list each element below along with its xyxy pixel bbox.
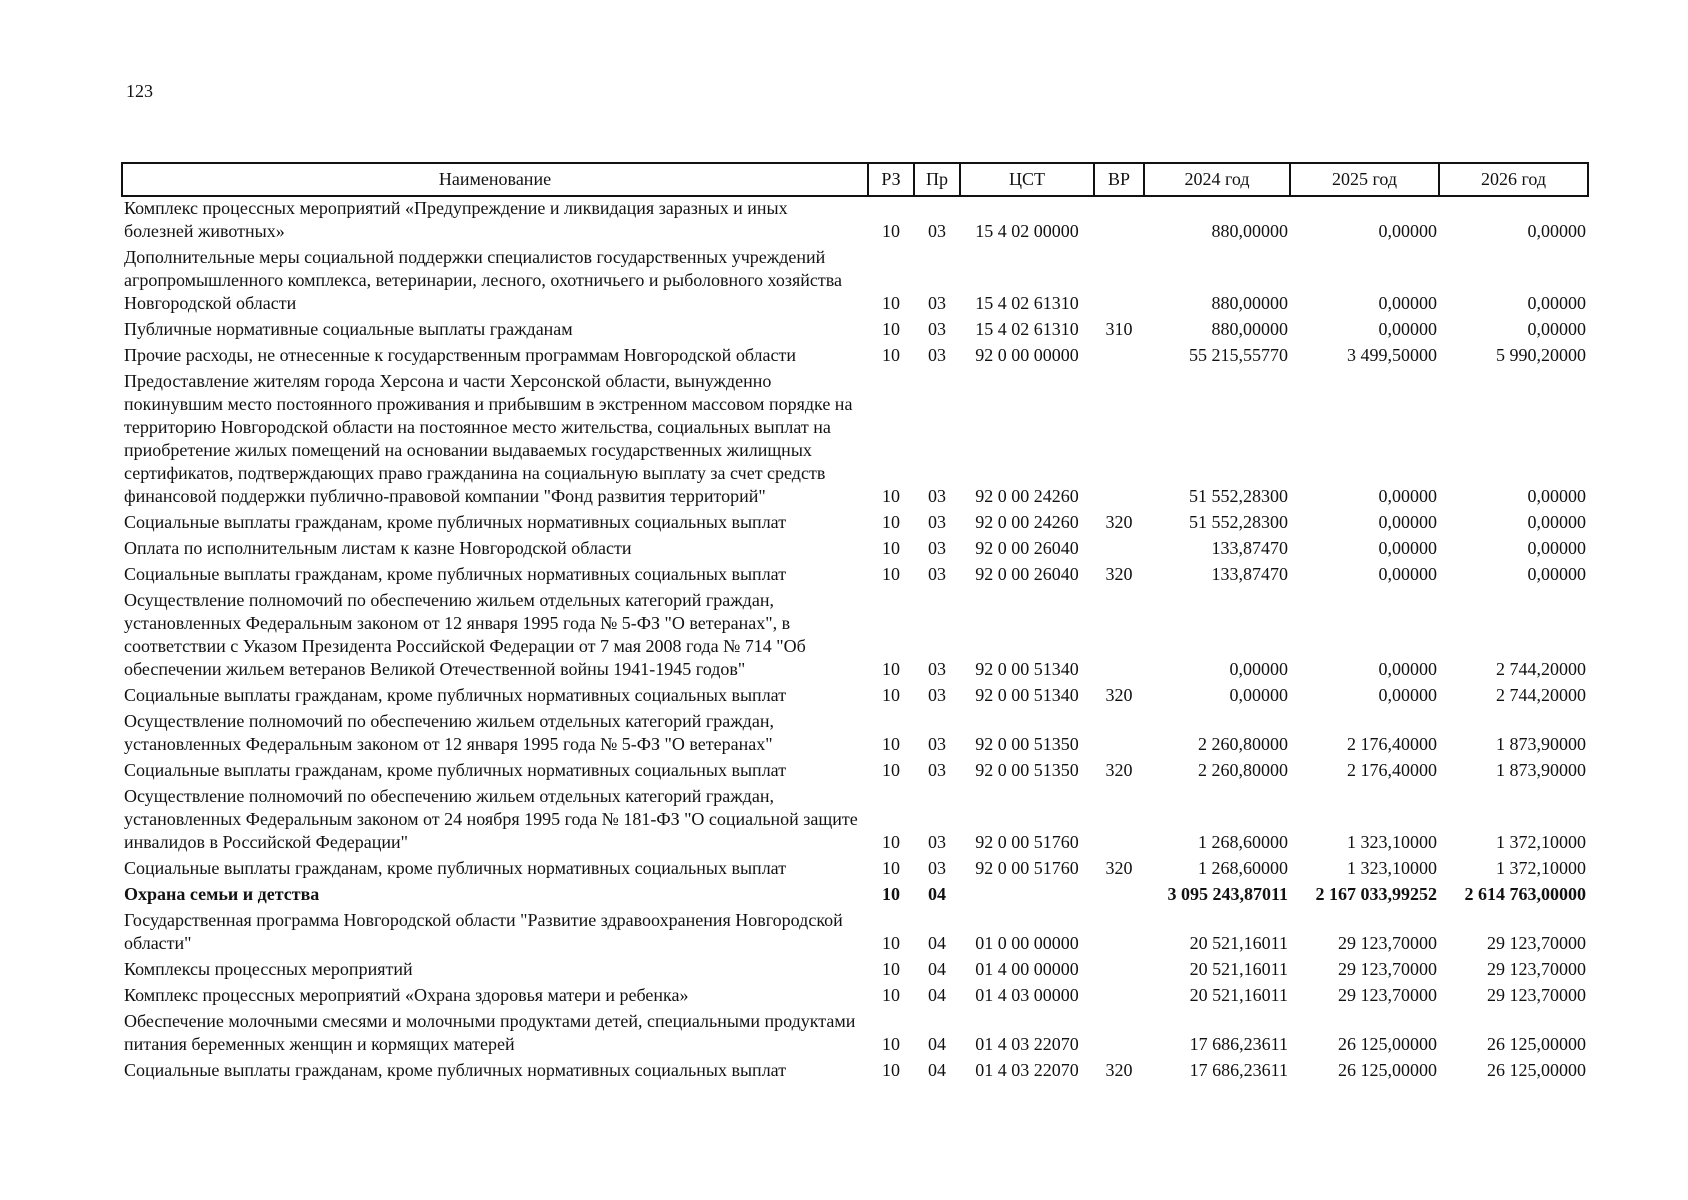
cell-2025: 1 323,10000 xyxy=(1347,858,1437,878)
cell-2026: 0,00000 xyxy=(1527,319,1586,339)
cell-rz: 10 xyxy=(882,512,900,532)
cell-2026: 26 125,00000 xyxy=(1487,1060,1586,1080)
cell-pr: 03 xyxy=(928,221,946,241)
cell-pr: 04 xyxy=(928,884,946,904)
cell-rz: 10 xyxy=(882,760,900,780)
cell-2025: 0,00000 xyxy=(1378,293,1437,313)
cell-rz: 10 xyxy=(882,1060,900,1080)
cell-rz: 10 xyxy=(882,319,900,339)
cell-2024: 880,00000 xyxy=(1211,221,1288,241)
cell-2026: 0,00000 xyxy=(1527,293,1586,313)
cell-2024: 133,87470 xyxy=(1211,538,1288,558)
cell-vr xyxy=(1094,370,1144,511)
cell-vr xyxy=(1094,958,1144,984)
cell-name: Социальные выплаты гражданам, кроме публичных нормативных социальных выплат xyxy=(124,564,787,584)
cell-name: Социальные выплаты гражданам, кроме публичных нормативных социальных выплат xyxy=(124,685,787,705)
cell-2024: 1 268,60000 xyxy=(1198,858,1288,878)
cell-name: Осуществление полномочий по обеспечению жильем отдельных категорий граждан, установленных Федеральным законом от 12 января 1995 года № 5-ФЗ "О ветеранах" xyxy=(124,711,774,754)
cell-2026: 0,00000 xyxy=(1527,538,1586,558)
cell-cst: 92 0 00 24260 xyxy=(975,512,1079,532)
header-2025: 2025 год xyxy=(1290,163,1439,196)
cell-rz: 10 xyxy=(882,985,900,1005)
cell-vr xyxy=(1094,246,1144,318)
cell-2024: 51 552,28300 xyxy=(1189,512,1288,532)
header-2026: 2026 год xyxy=(1439,163,1588,196)
cell-cst: 01 0 00 00000 xyxy=(975,933,1079,953)
table-row xyxy=(122,710,1588,759)
header-cst: ЦСТ xyxy=(960,163,1094,196)
cell-name: Публичные нормативные социальные выплаты гражданам xyxy=(124,319,573,339)
cell-rz: 10 xyxy=(882,832,900,852)
table-row xyxy=(122,589,1588,684)
cell-2025: 0,00000 xyxy=(1378,319,1437,339)
cell-vr: 320 xyxy=(1105,1060,1133,1080)
cell-vr: 320 xyxy=(1105,564,1133,584)
cell-rz: 10 xyxy=(882,734,900,754)
cell-rz: 10 xyxy=(882,959,900,979)
cell-pr: 03 xyxy=(928,659,946,679)
table-row xyxy=(122,909,1588,958)
cell-name: Социальные выплаты гражданам, кроме публичных нормативных социальных выплат xyxy=(124,760,787,780)
cell-2026: 0,00000 xyxy=(1527,221,1586,241)
table-row xyxy=(122,537,1588,563)
cell-pr: 04 xyxy=(928,985,946,1005)
cell-2026: 2 744,20000 xyxy=(1496,685,1586,705)
cell-rz: 10 xyxy=(882,884,900,904)
cell-2024: 0,00000 xyxy=(1229,685,1288,705)
cell-2026: 2 614 763,00000 xyxy=(1464,884,1586,904)
table-row xyxy=(122,883,1588,909)
cell-pr: 03 xyxy=(928,858,946,878)
table-row xyxy=(122,370,1588,511)
cell-cst: 15 4 02 61310 xyxy=(975,319,1079,339)
cell-2024: 2 260,80000 xyxy=(1198,734,1288,754)
cell-pr: 03 xyxy=(928,734,946,754)
cell-vr: 320 xyxy=(1105,858,1133,878)
header-pr: Пр xyxy=(914,163,960,196)
cell-name: Социальные выплаты гражданам, кроме публичных нормативных социальных выплат xyxy=(124,858,787,878)
table-header-row xyxy=(122,163,1588,196)
cell-2025: 0,00000 xyxy=(1378,685,1437,705)
cell-2024: 1 268,60000 xyxy=(1198,832,1288,852)
cell-name: Осуществление полномочий по обеспечению жильем отдельных категорий граждан, установленных Федеральным законом от 24 ноября 1995 года № 181-ФЗ "О социальной защите инвалидов в Российской Федерации" xyxy=(124,786,858,852)
cell-vr xyxy=(1094,984,1144,1010)
cell-2026: 29 123,70000 xyxy=(1487,933,1586,953)
cell-2026: 1 873,90000 xyxy=(1496,760,1586,780)
cell-pr: 03 xyxy=(928,486,946,506)
cell-2025: 0,00000 xyxy=(1378,564,1437,584)
cell-pr: 03 xyxy=(928,319,946,339)
cell-cst xyxy=(960,883,1094,909)
cell-2026: 26 125,00000 xyxy=(1487,1034,1586,1054)
table-row xyxy=(122,1010,1588,1059)
cell-2025: 29 123,70000 xyxy=(1338,985,1437,1005)
cell-name: Комплекс процессных мероприятий «Охрана здоровья матери и ребенка» xyxy=(124,985,689,1005)
cell-2025: 2 167 033,99252 xyxy=(1315,884,1437,904)
cell-cst: 01 4 00 00000 xyxy=(975,959,1079,979)
cell-rz: 10 xyxy=(882,345,900,365)
cell-cst: 92 0 00 26040 xyxy=(975,538,1079,558)
cell-pr: 03 xyxy=(928,512,946,532)
header-2024: 2024 год xyxy=(1144,163,1290,196)
cell-name: Комплексы процессных мероприятий xyxy=(124,959,413,979)
cell-cst: 01 4 03 22070 xyxy=(975,1034,1079,1054)
cell-cst: 92 0 00 51350 xyxy=(975,760,1079,780)
cell-pr: 04 xyxy=(928,933,946,953)
cell-cst: 15 4 02 00000 xyxy=(975,221,1079,241)
cell-2024: 2 260,80000 xyxy=(1198,760,1288,780)
cell-2025: 2 176,40000 xyxy=(1347,760,1437,780)
budget-table xyxy=(121,162,1589,1085)
cell-name: Оплата по исполнительным листам к казне Новгородской области xyxy=(124,538,632,558)
cell-vr xyxy=(1094,344,1144,370)
cell-2024: 17 686,23611 xyxy=(1189,1060,1288,1080)
cell-pr: 03 xyxy=(928,685,946,705)
cell-cst: 15 4 02 61310 xyxy=(975,293,1079,313)
cell-cst: 92 0 00 00000 xyxy=(975,345,1079,365)
cell-vr xyxy=(1094,196,1144,246)
cell-2025: 0,00000 xyxy=(1378,659,1437,679)
cell-2024: 20 521,16011 xyxy=(1189,985,1288,1005)
cell-2025: 3 499,50000 xyxy=(1347,345,1437,365)
cell-rz: 10 xyxy=(882,564,900,584)
table-row xyxy=(122,511,1588,537)
cell-2025: 0,00000 xyxy=(1378,538,1437,558)
cell-2026: 0,00000 xyxy=(1527,486,1586,506)
cell-rz: 10 xyxy=(882,933,900,953)
cell-2025: 2 176,40000 xyxy=(1347,734,1437,754)
cell-2025: 29 123,70000 xyxy=(1338,959,1437,979)
cell-pr: 03 xyxy=(928,832,946,852)
cell-2026: 0,00000 xyxy=(1527,512,1586,532)
cell-pr: 03 xyxy=(928,564,946,584)
cell-cst: 92 0 00 24260 xyxy=(975,486,1079,506)
cell-name: Прочие расходы, не отнесенные к государственным программам Новгородской области xyxy=(124,345,796,365)
cell-name: Комплекс процессных мероприятий «Предупреждение и ликвидация заразных и иных болезней животных» xyxy=(124,198,788,241)
cell-2026: 2 744,20000 xyxy=(1496,659,1586,679)
cell-2026: 29 123,70000 xyxy=(1487,985,1586,1005)
cell-2026: 29 123,70000 xyxy=(1487,959,1586,979)
cell-rz: 10 xyxy=(882,659,900,679)
cell-vr xyxy=(1094,710,1144,759)
table-row xyxy=(122,196,1588,246)
table-row xyxy=(122,563,1588,589)
cell-vr xyxy=(1094,883,1144,909)
cell-vr xyxy=(1094,537,1144,563)
cell-2024: 51 552,28300 xyxy=(1189,486,1288,506)
cell-2026: 1 372,10000 xyxy=(1496,858,1586,878)
cell-cst: 92 0 00 51340 xyxy=(975,659,1079,679)
cell-name: Охрана семьи и детства xyxy=(124,884,320,904)
cell-vr: 310 xyxy=(1105,319,1133,339)
cell-vr xyxy=(1094,1010,1144,1059)
cell-2024: 880,00000 xyxy=(1211,293,1288,313)
cell-2025: 0,00000 xyxy=(1378,512,1437,532)
cell-2025: 1 323,10000 xyxy=(1347,832,1437,852)
cell-2024: 20 521,16011 xyxy=(1189,959,1288,979)
header-vr: ВР xyxy=(1094,163,1144,196)
cell-2024: 20 521,16011 xyxy=(1189,933,1288,953)
cell-pr: 04 xyxy=(928,1060,946,1080)
cell-2024: 880,00000 xyxy=(1211,319,1288,339)
cell-cst: 92 0 00 26040 xyxy=(975,564,1079,584)
cell-pr: 04 xyxy=(928,1034,946,1054)
cell-name: Осуществление полномочий по обеспечению жильем отдельных категорий граждан, установленных Федеральным законом от 12 января 1995 года № 5-ФЗ "О ветеранах", в соответствии с Указом Президента Российской Федерации от 7 мая 2008 года № 714 "Об обеспечении жильем ветеранов Великой Отечественной войны 1941-1945 годов" xyxy=(124,590,806,679)
header-rz: РЗ xyxy=(868,163,914,196)
cell-2026: 5 990,20000 xyxy=(1496,345,1586,365)
cell-pr: 03 xyxy=(928,293,946,313)
cell-cst: 01 4 03 22070 xyxy=(975,1060,1079,1080)
cell-name: Социальные выплаты гражданам, кроме публичных нормативных социальных выплат xyxy=(124,512,787,532)
cell-rz: 10 xyxy=(882,1034,900,1054)
table-row xyxy=(122,785,1588,857)
table-row xyxy=(122,1059,1588,1085)
cell-rz: 10 xyxy=(882,486,900,506)
cell-2025: 26 125,00000 xyxy=(1338,1034,1437,1054)
cell-cst: 92 0 00 51760 xyxy=(975,832,1079,852)
cell-pr: 03 xyxy=(928,760,946,780)
cell-name: Социальные выплаты гражданам, кроме публичных нормативных социальных выплат xyxy=(124,1060,787,1080)
header-name: Наименование xyxy=(122,163,868,196)
cell-2026: 0,00000 xyxy=(1527,564,1586,584)
table-row xyxy=(122,857,1588,883)
cell-2025: 29 123,70000 xyxy=(1338,933,1437,953)
cell-cst: 92 0 00 51340 xyxy=(975,685,1079,705)
cell-pr: 03 xyxy=(928,345,946,365)
cell-2026: 1 873,90000 xyxy=(1496,734,1586,754)
cell-rz: 10 xyxy=(882,221,900,241)
cell-pr: 04 xyxy=(928,959,946,979)
table-body xyxy=(122,196,1588,1085)
cell-2025: 0,00000 xyxy=(1378,221,1437,241)
cell-name: Обеспечение молочными смесями и молочными продуктами детей, специальными продуктами питания беременных женщин и кормящих матерей xyxy=(124,1011,856,1054)
cell-rz: 10 xyxy=(882,293,900,313)
table-row xyxy=(122,984,1588,1010)
page-number: 123 xyxy=(126,81,153,101)
cell-name: Предоставление жителям города Херсона и части Херсонской области, вынужденно покинувшим место постоянного проживания и прибывшим в экстренном массовом порядке на территорию Новгородской области на постоянное место жительства, социальных выплат на приобретение жилых помещений на основании выдаваемых государственных жилищных сертификатов, подтверждающих право гражданина на социальную выплату за счет средств финансовой поддержки публично-правовой компании "Фонд развития территорий" xyxy=(124,371,853,506)
cell-2024: 3 095 243,87011 xyxy=(1167,884,1288,904)
cell-2024: 55 215,55770 xyxy=(1189,345,1288,365)
cell-pr: 03 xyxy=(928,538,946,558)
cell-2024: 17 686,23611 xyxy=(1189,1034,1288,1054)
cell-rz: 10 xyxy=(882,538,900,558)
cell-vr: 320 xyxy=(1105,760,1133,780)
cell-vr xyxy=(1094,909,1144,958)
cell-rz: 10 xyxy=(882,858,900,878)
cell-name: Государственная программа Новгородской области "Развитие здравоохранения Новгородской области" xyxy=(124,910,843,953)
table-row xyxy=(122,344,1588,370)
cell-vr xyxy=(1094,589,1144,684)
table-row xyxy=(122,318,1588,344)
cell-cst: 01 4 03 00000 xyxy=(975,985,1079,1005)
cell-vr: 320 xyxy=(1105,685,1133,705)
cell-vr xyxy=(1094,785,1144,857)
cell-cst: 92 0 00 51760 xyxy=(975,858,1079,878)
table-row xyxy=(122,684,1588,710)
cell-2025: 0,00000 xyxy=(1378,486,1437,506)
table-row xyxy=(122,759,1588,785)
cell-rz: 10 xyxy=(882,685,900,705)
cell-cst: 92 0 00 51350 xyxy=(975,734,1079,754)
cell-2024: 0,00000 xyxy=(1229,659,1288,679)
table-row xyxy=(122,246,1588,318)
table-row xyxy=(122,958,1588,984)
cell-2024: 133,87470 xyxy=(1211,564,1288,584)
cell-2025: 26 125,00000 xyxy=(1338,1060,1437,1080)
cell-name: Дополнительные меры социальной поддержки специалистов государственных учреждений агропромышленного комплекса, ветеринарии, лесного, охотничьего и рыболовного хозяйства Новгородской области xyxy=(124,247,842,313)
cell-2026: 1 372,10000 xyxy=(1496,832,1586,852)
cell-vr: 320 xyxy=(1105,512,1133,532)
